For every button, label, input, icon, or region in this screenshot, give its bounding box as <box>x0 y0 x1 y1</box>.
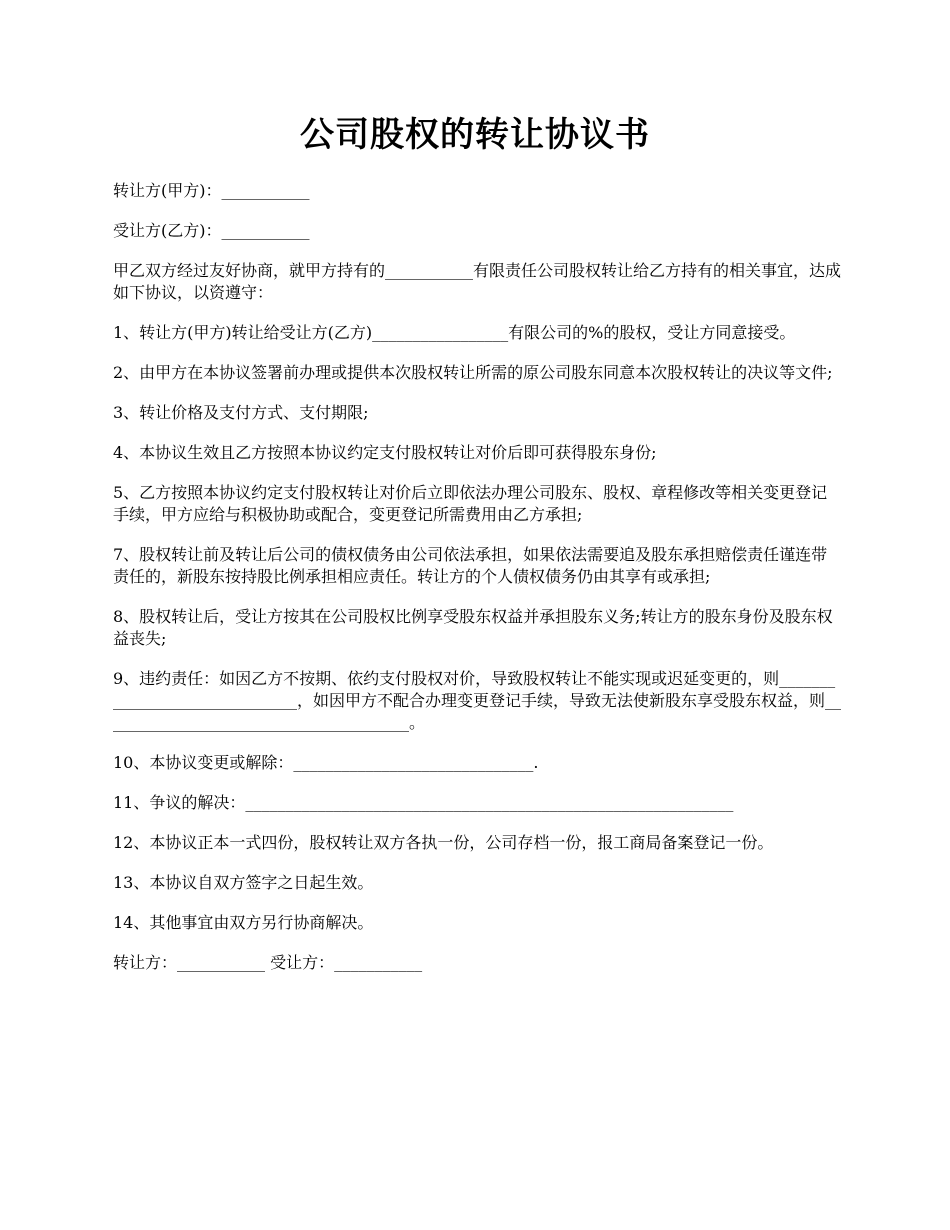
transferee-line: 受让方(乙方)：___________ <box>113 221 310 240</box>
clause-14: 14、其他事宜由双方另行协商解决。 <box>113 913 374 932</box>
document-title: 公司股权的转让协议书 <box>300 115 650 155</box>
clause-9: 9、违约责任：如因乙方不按期、依约支付股权对价，导致股权转让不能实现或迟延变更的，则______________________________，如因甲方不配合办理变更登记手续，导致无法使新股东享受股东权益，则_______________________________________。 <box>113 669 842 732</box>
clause-8: 8、股权转让后，受让方按其在公司股权比例享受股东权益并承担股东义务;转让方的股东身份及股东权益丧失; <box>113 607 833 648</box>
document-body <box>113 180 841 992</box>
clause-13: 13、本协议自双方签字之日起生效。 <box>113 873 374 892</box>
signature-line: 转让方：___________ 受让方：___________ <box>113 953 423 972</box>
clause-12: 12、本协议正本一式四份，股权转让双方各执一份，公司存档一份，报工商局备案登记一份。 <box>113 833 774 852</box>
intro-paragraph: 甲乙双方经过友好协商，就甲方持有的___________有限责任公司股权转让给乙方持有的相关事宜，达成如下协议，以资遵守： <box>113 261 842 302</box>
clause-10: 10、本协议变更或解除：______________________________. <box>113 753 539 772</box>
clause-11: 11、争议的解决：_____________________________________________________________ <box>113 793 734 812</box>
transferor-line: 转让方(甲方)：___________ <box>113 181 310 200</box>
clause-2: 2、由甲方在本协议签署前办理或提供本次股权转让所需的原公司股东同意本次股权转让的决议等文件; <box>113 363 833 382</box>
clause-3: 3、转让价格及支付方式、支付期限; <box>113 403 369 422</box>
clause-7: 7、股权转让前及转让后公司的债权债务由公司依法承担，如果依法需要追及股东承担赔偿责任谨连带责任的，新股东按持股比例承担相应责任。转让方的个人债权债务仍由其享有或承担; <box>113 545 828 586</box>
clause-4: 4、本协议生效且乙方按照本协议约定支付股权转让对价后即可获得股东身份; <box>113 443 657 462</box>
clause-1: 1、转让方(甲方)转让给受让方(乙方)_________________有限公司的%的股权，受让方同意接受。 <box>113 323 796 342</box>
clause-5: 5、乙方按照本协议约定支付股权转让对价后立即依法办理公司股东、股权、章程修改等相关变更登记手续，甲方应给与积极协助或配合，变更登记所需费用由乙方承担; <box>113 483 828 524</box>
